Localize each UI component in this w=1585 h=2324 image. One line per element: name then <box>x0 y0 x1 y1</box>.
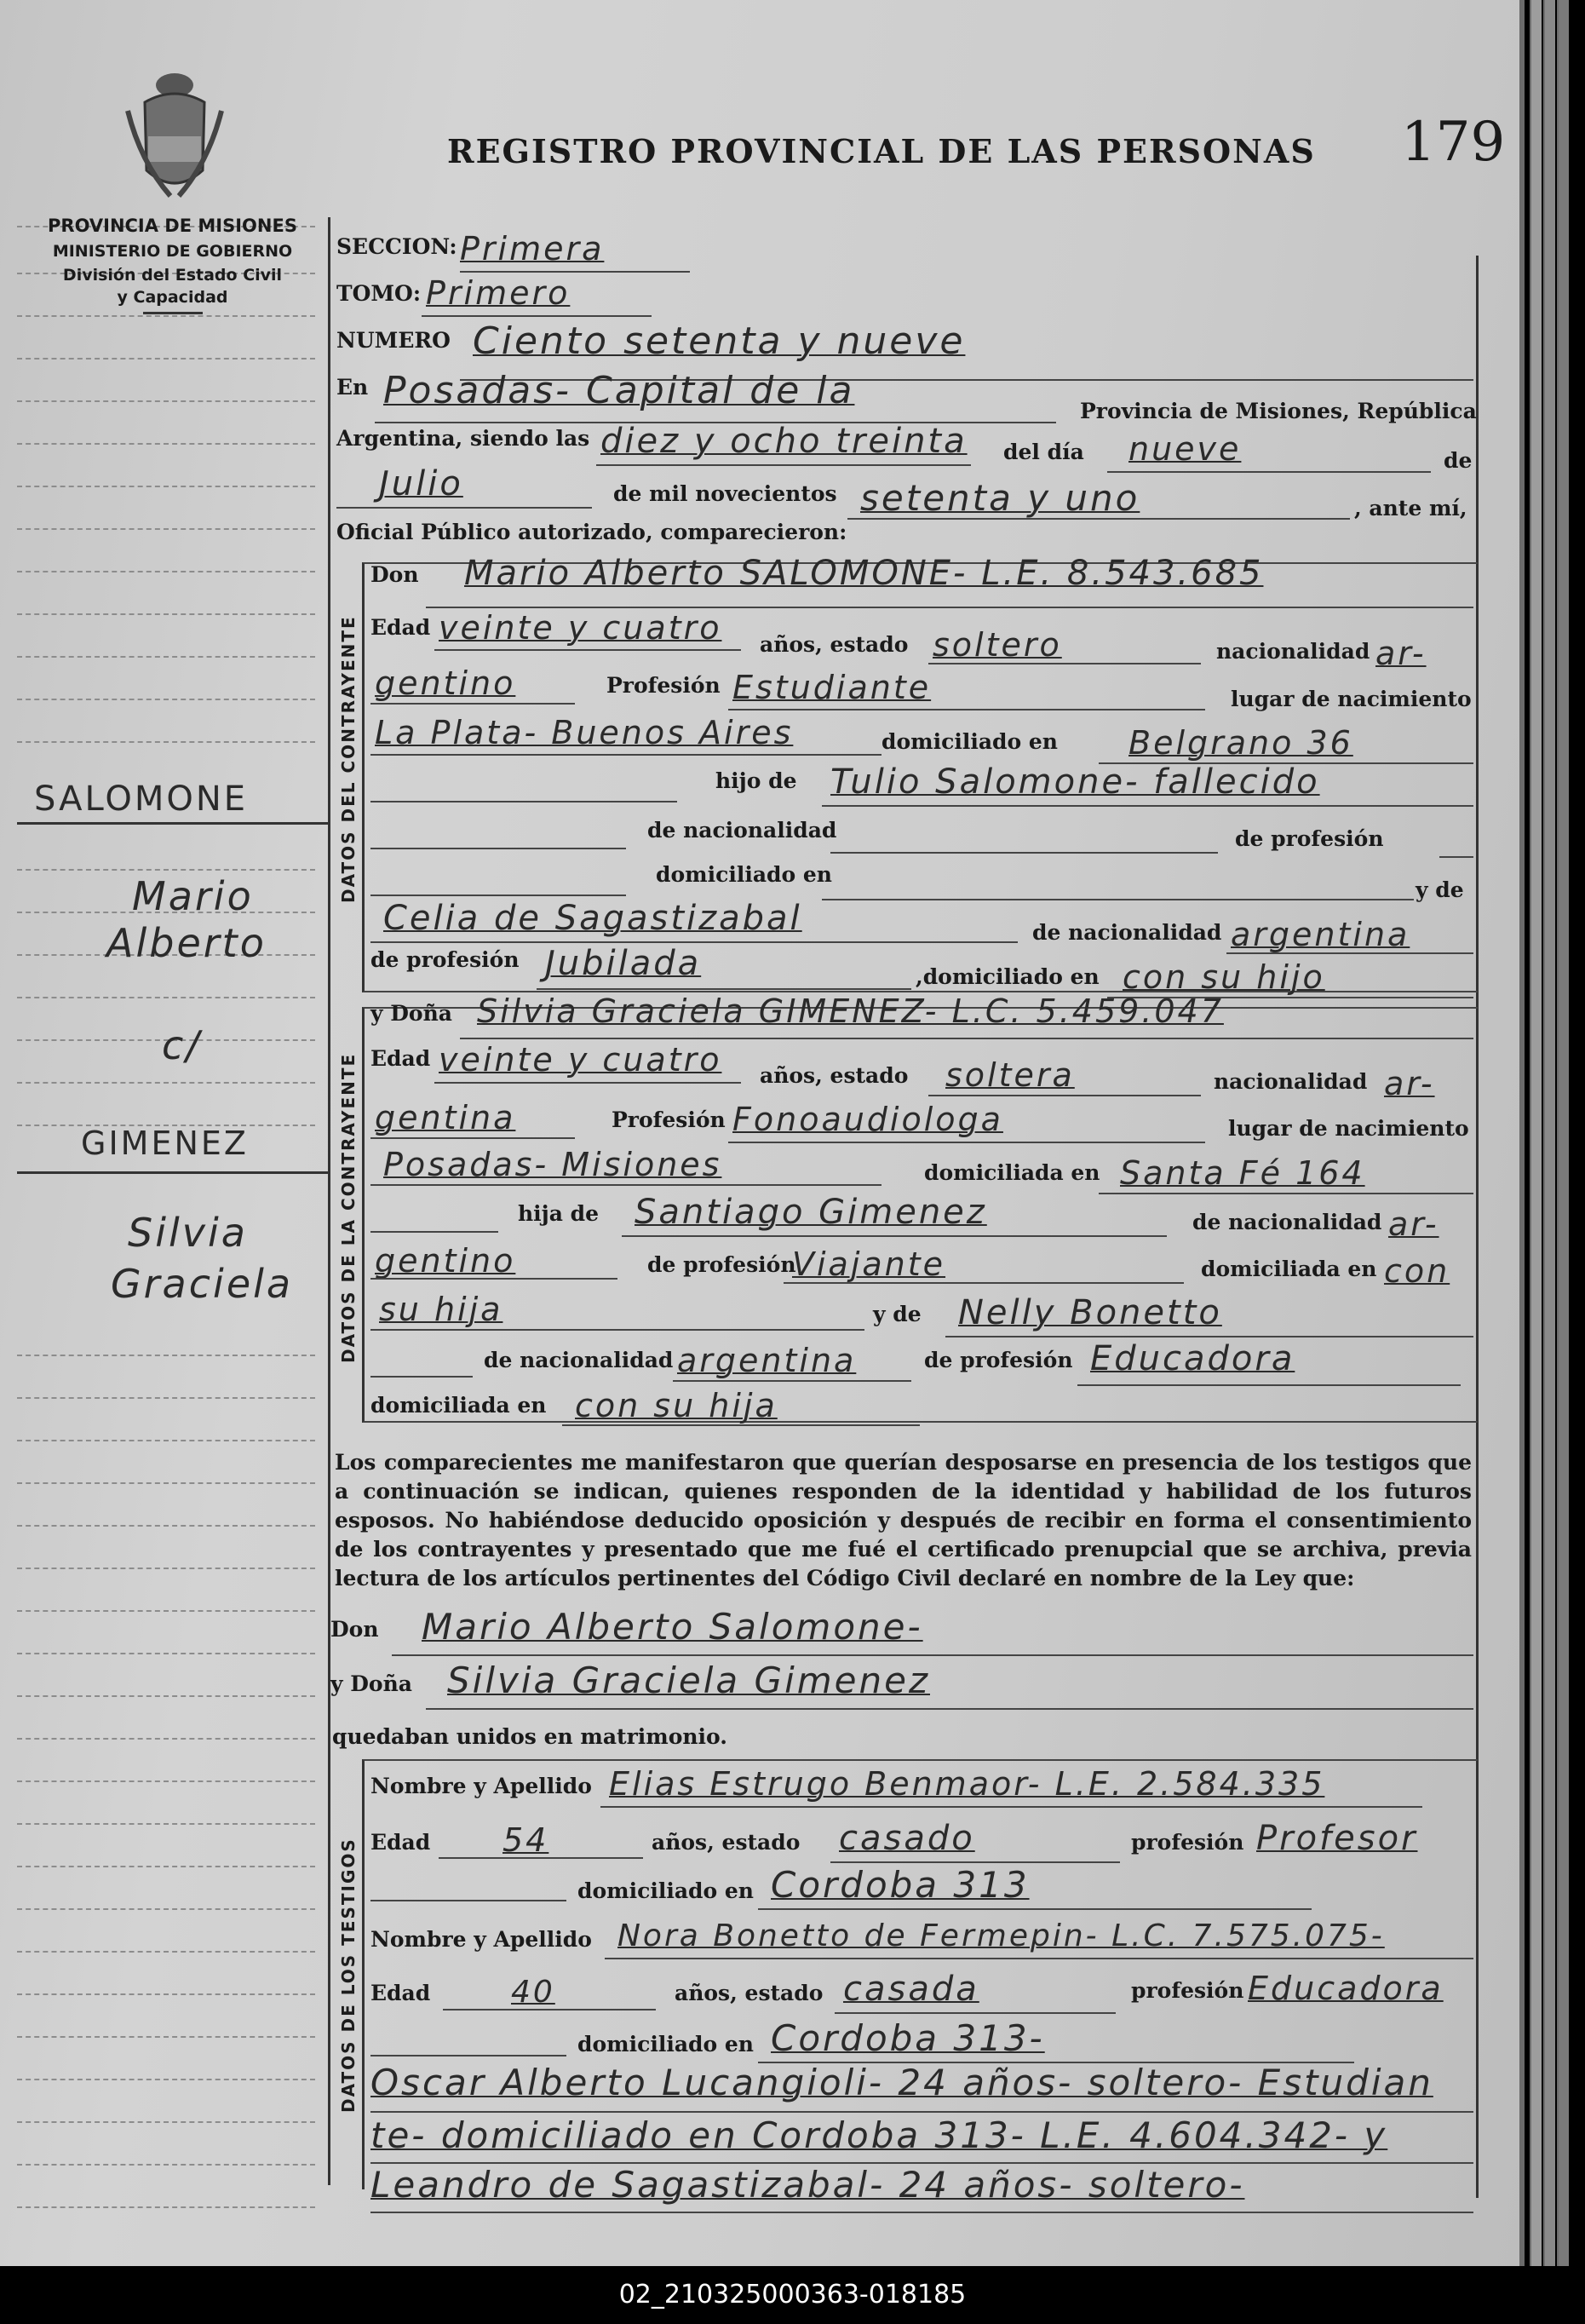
t1-estado: casado <box>839 1819 975 1858</box>
provincia-text: Provincia de Misiones, República <box>1080 399 1477 423</box>
c2-padre-prof: Viajante <box>792 1245 946 1283</box>
margin-names-2a: Silvia <box>128 1210 248 1256</box>
c1-edad: veinte y cuatro <box>439 609 722 647</box>
c2-padre: Santiago Gimenez <box>635 1193 987 1232</box>
c2-madre: Nelly Bonetto <box>958 1293 1222 1332</box>
c1-madre: Celia de Sagastizabal <box>383 899 802 938</box>
witness-extra-line-3: Leandro de Sagastizabal- 24 años- soltero- <box>370 2164 1245 2206</box>
decl-don: Mario Alberto Salomone- <box>422 1606 923 1648</box>
c1-madre-dom-label: ,domiciliado en <box>916 964 1100 989</box>
c1-padre: Tulio Salomone- fallecido <box>830 762 1320 802</box>
witness-extra-line-1: Oscar Alberto Lucangioli- 24 años- soltero- Estudian <box>370 2062 1433 2103</box>
contrayente-1-section-label: DATOS DEL CONTRAYENTE <box>338 615 359 903</box>
province-label: PROVINCIA DE MISIONES <box>48 216 297 236</box>
t1-nombre-label: Nombre y Apellido <box>370 1774 592 1798</box>
page-edge <box>1557 0 1569 2266</box>
anio-value: setenta y uno <box>860 477 1140 519</box>
t2-dom-label: domiciliado en <box>577 2032 754 2057</box>
c1-madre-nac-label: de nacionalidad <box>1032 920 1222 945</box>
t1-edad: 54 <box>502 1821 549 1859</box>
c1-estado: soltero <box>933 626 1062 664</box>
numero-label: NUMERO <box>336 328 451 353</box>
del-dia-label: del día <box>1003 440 1084 464</box>
c1-lugar-nac-label: lugar de nacimiento <box>1231 687 1472 711</box>
t2-prof: Educadora <box>1248 1970 1444 2007</box>
c1-anios-estado: años, estado <box>760 632 909 657</box>
mes-value: Julio <box>379 464 463 503</box>
testigos-section-label: DATOS DE LOS TESTIGOS <box>338 1838 359 2113</box>
c2-padre-dom-2: su hija <box>379 1291 503 1328</box>
c1-madre-dom: con su hijo <box>1123 958 1325 996</box>
c2-estado: soltera <box>945 1056 1075 1094</box>
seccion-label: SECCION: <box>336 234 457 259</box>
t1-dom-label: domiciliado en <box>577 1878 754 1903</box>
tomo-value: Primero <box>426 274 571 312</box>
t2-anios-estado: años, estado <box>675 1981 824 2005</box>
t1-prof-label: profesión <box>1131 1830 1244 1855</box>
decl-dona-label: y Doña <box>330 1671 412 1696</box>
coat-of-arms-icon <box>119 68 230 204</box>
institution-block <box>30 213 315 314</box>
oficial-text: Oficial Público autorizado, comparecieron: <box>336 520 847 544</box>
t2-nombre: Nora Bonetto de Fermepin- L.C. 7.575.075- <box>617 1918 1385 1953</box>
argentina-text: Argentina, siendo las <box>336 426 590 451</box>
c2-madre-dom: con su hija <box>575 1387 778 1424</box>
c2-profesion-label: Profesión <box>612 1107 726 1132</box>
c2-lugar-nac: Posadas- Misiones <box>383 1146 722 1183</box>
c2-hija-label: hija de <box>518 1201 600 1226</box>
margin-surname-1: SALOMONE <box>34 779 249 819</box>
c1-profesion-label: Profesión <box>606 673 721 698</box>
t2-nombre-label: Nombre y Apellido <box>370 1927 592 1952</box>
c2-anios-estado: años, estado <box>760 1063 909 1088</box>
c1-dom-label: domiciliado en <box>656 862 832 887</box>
c1-de-prof-label: de profesión <box>1235 826 1384 851</box>
t2-estado: casada <box>843 1970 979 2009</box>
footer-id: 02_210325000363-018185 <box>0 2266 1585 2324</box>
lugar-value: Posadas- Capital de la <box>383 369 855 412</box>
c2-padre-nac-2: gentino <box>375 1242 516 1280</box>
de-label: de <box>1444 448 1473 473</box>
c1-lugar-nac: La Plata- Buenos Aires <box>375 714 794 751</box>
c2-dona-label: y Doña <box>370 1001 452 1026</box>
dia-value: nueve <box>1128 430 1242 468</box>
c2-nombre: Silvia Graciela GIMENEZ- L.C. 5.459.047 <box>477 992 1224 1030</box>
division-label-2: y Capacidad <box>117 288 228 307</box>
tomo-label: TOMO: <box>336 281 422 306</box>
page-title: REGISTRO PROVINCIAL DE LAS PERSONAS <box>447 132 1316 170</box>
c2-padre-dom-label: domiciliada en <box>1201 1257 1377 1281</box>
margin-names-2b: Graciela <box>111 1261 294 1307</box>
c2-profesion: Fonoaudiologa <box>732 1101 1003 1138</box>
c1-y-de-label: y de <box>1416 877 1464 902</box>
c2-y-de-label: y de <box>873 1302 922 1326</box>
c1-madre-nac: argentina <box>1231 916 1410 953</box>
margin-conj: c/ <box>162 1022 202 1068</box>
t2-edad: 40 <box>511 1975 555 2010</box>
margin-names-1a: Mario <box>132 873 254 919</box>
c1-edad-label: Edad <box>370 615 431 640</box>
page-number: 179 <box>1401 111 1506 174</box>
division-label-1: División del Estado Civil <box>62 266 283 285</box>
margin-names-1b: Alberto <box>106 920 267 966</box>
t1-nombre: Elias Estrugo Benmaor- L.E. 2.584.335 <box>609 1765 1325 1803</box>
numero-value: Ciento setenta y nueve <box>473 319 966 363</box>
c1-de-nac-label: de nacionalidad <box>647 818 837 843</box>
c2-edad-label: Edad <box>370 1046 431 1071</box>
decl-don-label: Don <box>330 1617 379 1642</box>
c2-padre-nac-label: de nacionalidad <box>1192 1210 1382 1234</box>
c2-domicilio: Santa Fé 164 <box>1120 1154 1365 1192</box>
seccion-value: Primera <box>460 230 605 267</box>
t1-prof: Profesor <box>1256 1819 1418 1858</box>
contrayente-2-section-label: DATOS DE LA CONTRAYENTE <box>338 1052 359 1363</box>
t1-anios-estado: años, estado <box>652 1830 801 1855</box>
c2-nac-2: gentina <box>375 1099 516 1136</box>
c1-madre-prof-label: de profesión <box>370 947 520 972</box>
declaration-paragraph: Los comparecientes me manifestaron que querían desposarse en presencia de los testigos que a continuación se indican, quienes responden de la identidad y habilidad de los futuros esposos. No habiéndose deducido oposición y después de recibir en forma el consentimiento de los contrayentes y presentado que me fué el certificado prenupcial que se archiva, previa lectura de los artículos pertinentes del Código Civil declaré en nombre de la Ley que: <box>335 1450 1472 1591</box>
de-mil-label: de mil novecientos <box>613 481 837 506</box>
c2-padre-prof-label: de profesión <box>647 1252 796 1277</box>
c1-domiciliado-label: domiciliado en <box>882 729 1058 754</box>
c2-madre-prof: Educadora <box>1090 1339 1295 1378</box>
decl-dona: Silvia Graciela Gimenez <box>447 1660 930 1701</box>
c2-madre-nac: argentina <box>677 1342 857 1379</box>
en-label: En <box>336 375 369 400</box>
c1-profesion: Estudiante <box>732 669 932 706</box>
page-edge <box>1543 0 1555 2266</box>
c2-edad: veinte y cuatro <box>439 1041 722 1079</box>
c2-madre-nac-label: de nacionalidad <box>484 1348 674 1372</box>
c1-don-label: Don <box>370 562 419 587</box>
c2-padre-nac-1: ar- <box>1388 1205 1439 1243</box>
c2-madre-dom-label: domiciliada en <box>370 1393 547 1418</box>
c2-lugar-nac-label: lugar de nacimiento <box>1228 1116 1469 1141</box>
margin-surname-2: GIMENEZ <box>81 1125 249 1162</box>
c2-domiciliada-label: domiciliada en <box>924 1160 1100 1185</box>
c2-nacionalidad-label: nacionalidad <box>1214 1069 1368 1094</box>
c2-padre-dom-1: con <box>1384 1252 1450 1290</box>
c1-hijo-label: hijo de <box>715 768 797 793</box>
t2-dom: Cordoba 313- <box>771 2017 1045 2059</box>
c1-nac-1: ar- <box>1375 635 1427 672</box>
c2-madre-prof-label: de profesión <box>924 1348 1073 1372</box>
c1-nac-2: gentino <box>375 664 516 702</box>
c2-nac-1: ar- <box>1384 1065 1435 1102</box>
t1-dom: Cordoba 313 <box>771 1864 1030 1906</box>
ante-mi-label: , ante mí, <box>1354 496 1467 521</box>
decl-unidos: quedaban unidos en matrimonio. <box>332 1724 727 1749</box>
hora-value: diez y ocho treinta <box>600 422 968 461</box>
t2-edad-label: Edad <box>370 1981 431 2005</box>
page-edge <box>1530 0 1542 2266</box>
c1-nombre: Mario Alberto SALOMONE- L.E. 8.543.685 <box>464 554 1264 593</box>
t1-edad-label: Edad <box>370 1830 431 1855</box>
c1-nacionalidad-label: nacionalidad <box>1216 639 1370 664</box>
ministry-label: MINISTERIO DE GOBIERNO <box>52 242 293 261</box>
witness-extra-line-2: te- domiciliado en Cordoba 313- L.E. 4.604.342- y <box>370 2114 1388 2156</box>
c1-domicilio: Belgrano 36 <box>1128 724 1353 762</box>
t2-prof-label: profesión <box>1131 1978 1244 2003</box>
c1-madre-prof: Jubilada <box>545 944 702 983</box>
